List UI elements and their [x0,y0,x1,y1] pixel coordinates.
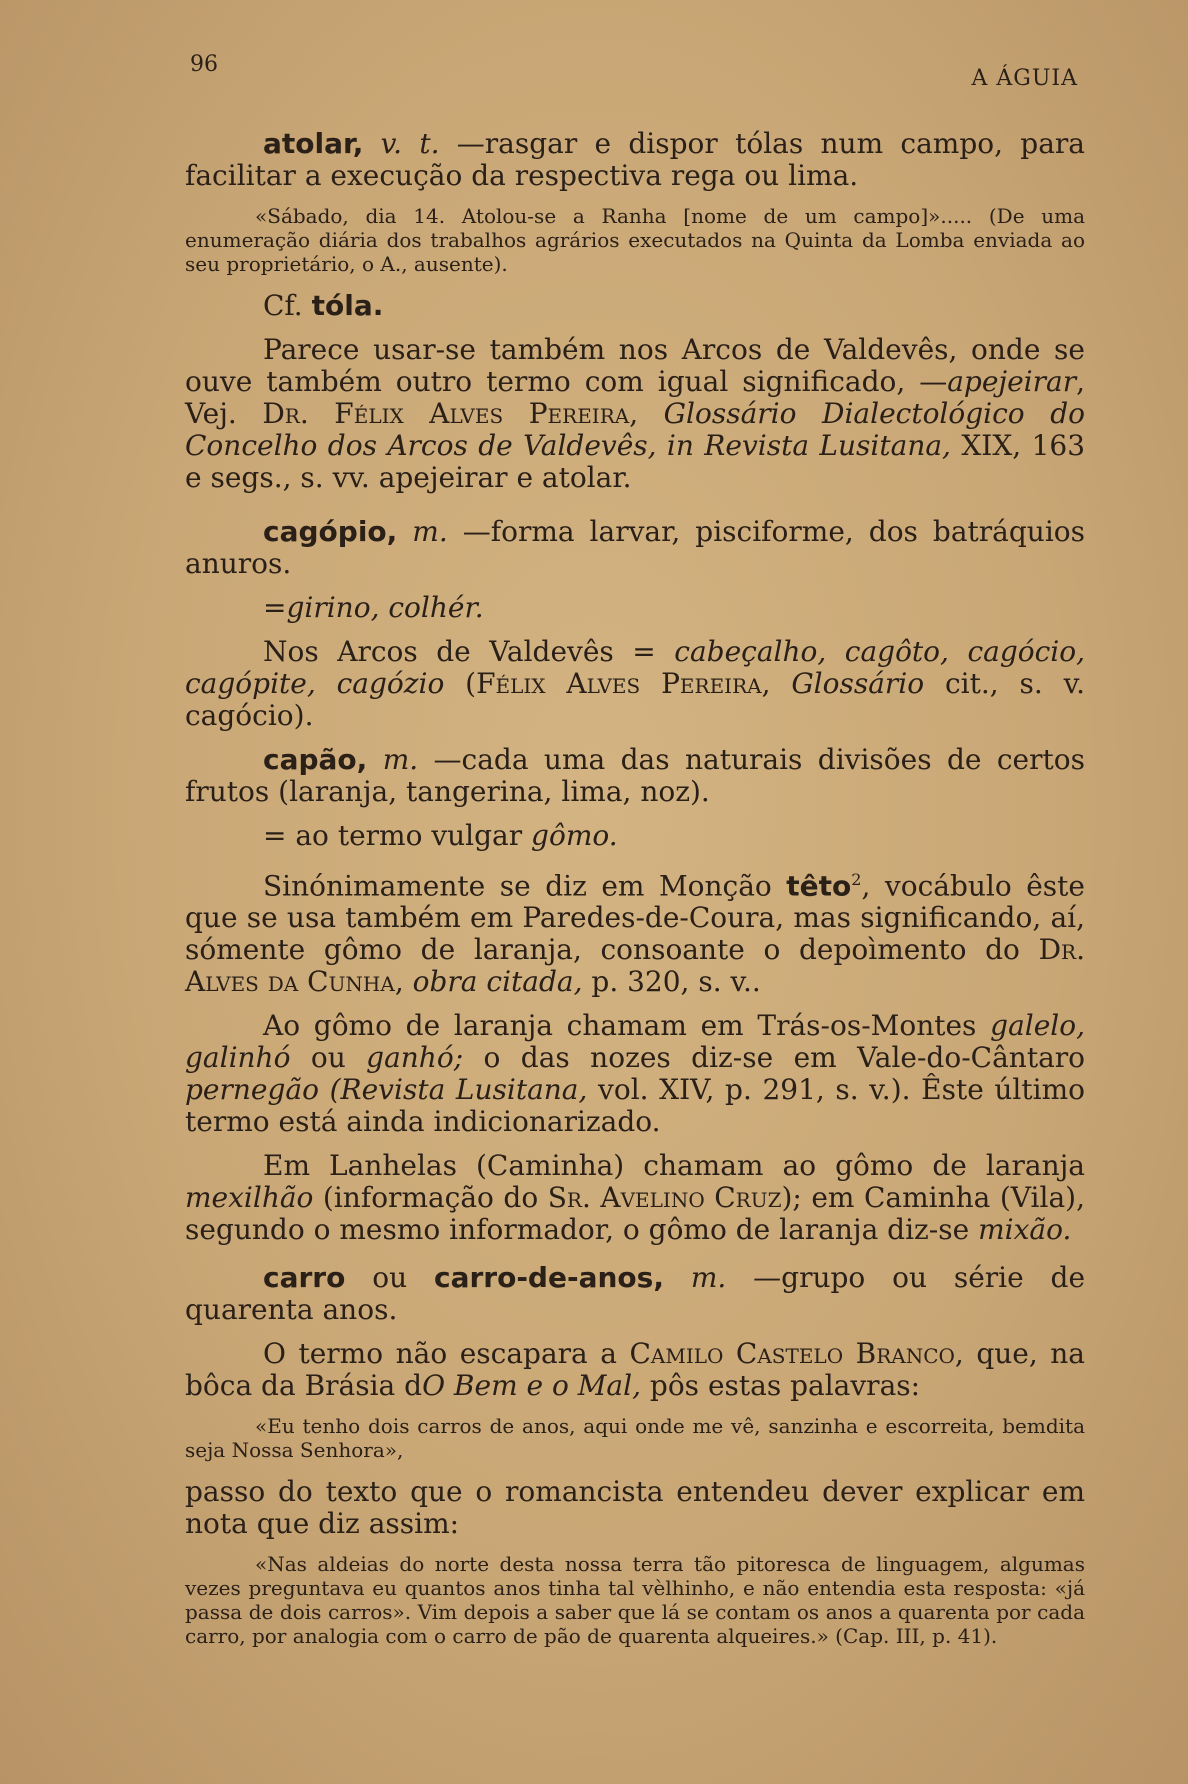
synonyms [185,820,1085,852]
note-word: galelo, galinhó [185,1009,1085,1075]
entry-atolar [185,128,1085,192]
note-text: vol. XIV, p. 291, s. v.). Êste último termo está ainda indicionarizado. [185,1073,1085,1139]
note-text: p. 320, s. v.. [591,965,761,999]
conjunction: ou [372,1261,408,1295]
note-text: que, na bôca da Brásia d [185,1337,1086,1403]
note [185,1010,1085,1138]
part-of-speech: m. [412,515,448,548]
note: passo do texto que o romancista entendeu dever explicar em nota que diz assim: [185,1475,1085,1541]
synonym-word: gômo. [531,819,618,852]
part-of-speech: m. [382,743,419,776]
work-title: O Bem e o Mal, [422,1369,641,1403]
synonym-words: =girino, colhér. [263,591,484,624]
headword: cagópio, [263,515,398,548]
cf-word: tóla. [311,289,384,322]
running-title: A ÁGUIA [971,66,1078,91]
synonyms [185,592,1085,624]
author-name: Dr. Félix Alves Pereira, [262,397,639,430]
page-body [185,128,1085,1662]
note [185,636,1085,732]
note [185,864,1085,998]
note-text: Em Lanhelas (Caminha) chamam ao gômo de laranja [263,1149,1085,1183]
note-text: ); em Caminha (Vila), segundo o mesmo informador, o gômo de laranja diz-se [185,1181,1085,1247]
superscript: 2 [851,870,862,889]
entry-carro [185,1262,1085,1326]
part-of-speech: m. [690,1261,727,1295]
note-text: O termo não escapara a [263,1337,617,1371]
headword: atolar, [263,127,364,160]
author-name: Sr. Avelino Cruz [547,1181,782,1215]
work-title: obra citada, [412,965,583,999]
note-text: , vocábulo êste que se usa também em Paredes-de-Coura, mas significando, aí, sómente gômo de laranja, consoante o depoìmento do [185,869,1085,967]
note-word: ganhó; [366,1041,464,1075]
definition: —forma larvar, pisciforme, dos batráquios anuros. [185,515,1085,580]
note-word: pernegão [185,1073,319,1107]
author-name: (Félix Alves Pereira, [465,667,771,700]
citation: «Sábado, dia 14. Atolou-se a Ranha [nome de um campo]»..... (De uma enumeração diária dos trabalhos agrários executados na Quinta da Lomba enviada ao seu proprietário, o A., ausente). [185,204,1085,276]
definition: —grupo ou série de quarenta anos. [185,1261,1086,1327]
note-text: , Vej. [185,365,1085,430]
headword: capão, [263,743,368,776]
note-text: (informação do [322,1181,539,1215]
page-number: 96 [190,52,218,77]
note-text: Ao gômo de laranja chamam em Trás-os-Montes [263,1009,977,1043]
work-title: Glossário Dialectológico do Concelho dos Arcos de Valdevês, in Revista Lusitana, [185,397,1085,462]
note-word: mexilhão [185,1181,314,1215]
quotation: «Nas aldeias do norte desta nossa terra tão pitoresca de linguagem, algumas vezes preguntava eu quantos anos tinha tal vèlhinho, e não entendia esta resposta: «já passa de dois carros». Vim depois a saber que lá se contam os anos a quarenta por cada carro, por analogia com o carro de pão de quarenta alqueires.» (Cap. III, p. 41). [185,1552,1085,1649]
cf-prefix: Cf. [263,289,303,322]
note-text: Parece usar-se também nos Arcos de Valdevês, onde se ouve também outro termo com igual significado, — [185,333,1085,398]
note-words: cabeçalho, cagôto, cagócio, cagópite, cagózio [185,635,1085,700]
note-text: ou [310,1041,346,1075]
note-text: XIX, 163 e segs., s. vv. apejeirar e atolar. [185,429,1086,494]
entry-capao [185,744,1085,808]
headword: carro-de-anos, [433,1261,664,1295]
work-title: (Revista Lusitana, [329,1073,588,1107]
note-text: Sinónimamente se diz em Monção [263,869,772,903]
author-name: Camilo Castelo Branco, [629,1337,964,1371]
quotation: «Eu tenho dois carros de anos, aqui onde me vê, sanzinha e escorreita, bemdita seja Nossa Senhora», [185,1414,1085,1463]
bold-word: têto [786,869,852,903]
note [185,1338,1085,1402]
entry-cagopio [185,516,1085,580]
page-header [190,52,1088,92]
note-word: apejeirar [947,365,1077,398]
note-text: cit., s. v. cagócio). [185,667,1085,732]
note-text: o das nozes diz-se em Vale-do-Cântaro [483,1041,1086,1075]
work-title: Glossário [791,667,925,700]
note [185,334,1085,494]
synonym-text: = ao termo vulgar [263,819,523,852]
note-text: pôs estas palavras: [649,1369,921,1403]
part-of-speech: v. t. [380,127,440,160]
author-name: Dr. Alves da Cunha, [185,933,1085,999]
definition: —cada uma das naturais divisões de certos frutos (laranja, tangerina, lima, noz). [185,743,1085,808]
note-word: mixão. [978,1213,1072,1247]
note-text: Nos Arcos de Valdevês = [263,635,656,668]
note [185,1150,1085,1246]
headword: carro [263,1261,346,1295]
cross-reference [185,290,1085,322]
definition: —rasgar e dispor tólas num campo, para facilitar a execução da respectiva rega ou lima. [185,127,1085,192]
